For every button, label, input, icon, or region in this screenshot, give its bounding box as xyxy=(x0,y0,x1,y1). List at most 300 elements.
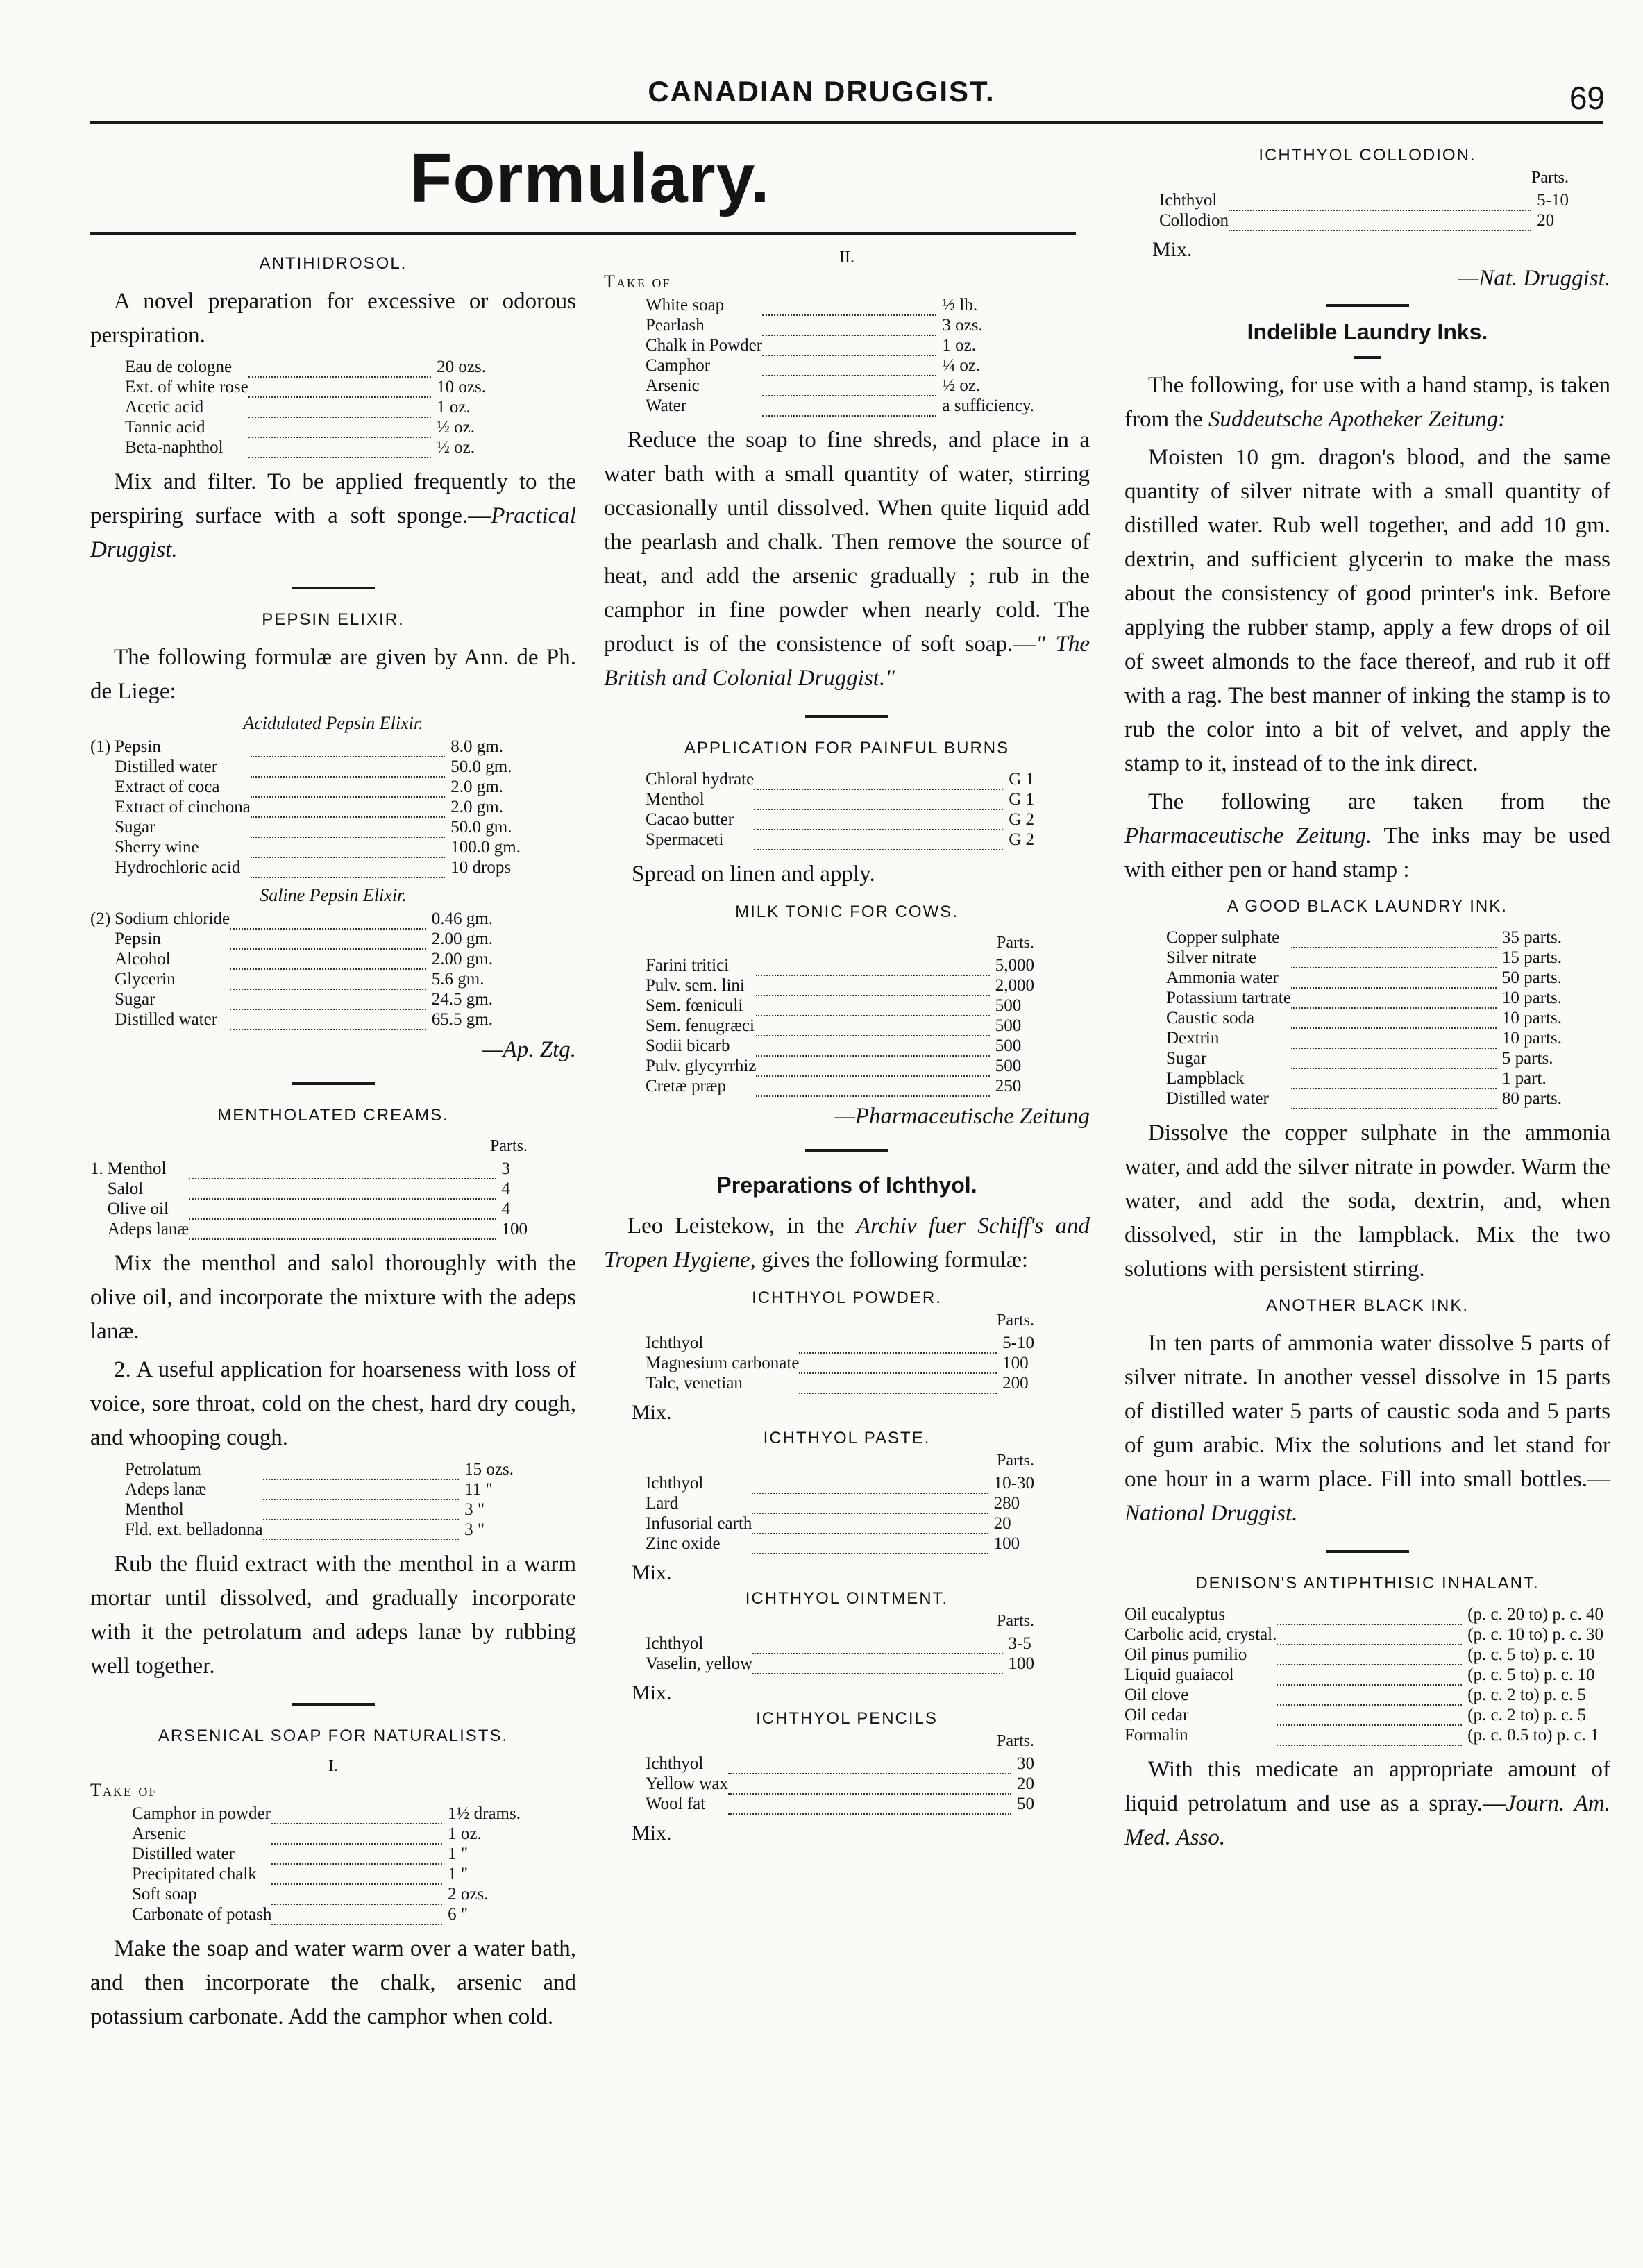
dot-leader xyxy=(1277,1705,1462,1725)
ingredient-name: Petrolatum xyxy=(125,1460,201,1479)
ingredient-name: Copper sulphate xyxy=(1166,928,1280,947)
ingredient-amount: 3 " xyxy=(464,1500,485,1519)
formula-row xyxy=(1124,1645,1603,1665)
ingredient-amount: 2.00 gm. xyxy=(431,950,493,968)
ingredient-name: Sodii bicarb xyxy=(646,1036,730,1055)
formula-row xyxy=(125,1459,514,1479)
ichthyol-paste-heading: ICHTHYOL PASTE. xyxy=(763,1429,931,1447)
dot-leader xyxy=(752,1654,1002,1674)
ingredient-amount: 50.0 gm. xyxy=(450,757,512,776)
dot-leader xyxy=(1277,1624,1462,1645)
formula-row xyxy=(646,335,1034,355)
dot-leader xyxy=(248,377,431,397)
formula-row xyxy=(90,1179,528,1199)
formula-row xyxy=(1166,1089,1562,1109)
dot-leader xyxy=(1277,1685,1462,1705)
formula-row-number xyxy=(90,949,115,969)
ingredient-amount: 1 oz. xyxy=(448,1824,482,1843)
another-ink-heading: ANOTHER BLACK INK. xyxy=(1265,1296,1469,1315)
formula-row xyxy=(132,1844,521,1864)
formula-row xyxy=(132,1884,521,1904)
dot-leader xyxy=(263,1479,460,1500)
parts-label: Parts. xyxy=(1531,169,1569,187)
dot-leader xyxy=(754,809,1003,830)
column-middle xyxy=(604,249,1090,1849)
formula-row xyxy=(646,1036,1034,1056)
laundry-text-2: Moisten 10 gm. dragon's blood, and the same quantity of silver nitrate with a small quantity of distilled water. Rub well together, and add 10 gm. dextrin, and sufficient glycerin to make the mass about the consistency of good printer's ink. Before applying the rubber stamp, apply a few drops of oil of sweet almonds to the face thereof, and rub it off with a rag. The best manner of inking the stamp is to rub the color into a bit of velvet, and apply the stamp to it, instead of to the ink direct. xyxy=(1124,445,1610,776)
formula-row xyxy=(132,1904,521,1924)
formula-row-number xyxy=(90,777,115,797)
formula-row xyxy=(90,817,521,837)
ichthyol-intro: Leo Leistekow, in the Archiv fuer Schiff's and Tropen Hygiene, gives the following formulæ: xyxy=(604,1213,1090,1272)
ingredient-name: Formalin xyxy=(1124,1726,1188,1745)
arsenical-take-of: Take of xyxy=(90,1780,158,1800)
ingredient-amount: 20 xyxy=(1537,211,1555,230)
dot-leader xyxy=(754,769,1003,789)
dot-leader xyxy=(1277,1665,1462,1685)
formula-row xyxy=(646,1473,1034,1493)
ingredient-name: Extract of coca xyxy=(115,778,220,796)
formula-row xyxy=(90,1009,493,1030)
milk-source: —Pharmaceutische Zeitung xyxy=(834,1104,1090,1129)
ingredient-amount: 20 xyxy=(993,1514,1011,1533)
formula-row-number xyxy=(90,1179,108,1199)
section-divider xyxy=(1326,1550,1409,1553)
ingredient-amount: 3-5 xyxy=(1008,1634,1031,1653)
dot-leader xyxy=(752,1534,988,1554)
ingredient-amount: (p. c. 5 to) p. c. 10 xyxy=(1467,1645,1595,1664)
arsenical-text-2: Reduce the soap to fine shreds, and place in a water bath with a small quantity of water, stirring occasionally until dissolved. When quite liquid add the pearlash and chalk. Then remove the source of heat, and add the arsenic gradually ; rub in the camphor in fine powder when nearly cold. The product is of the consistence of soft soap.—" The British and Colonial Druggist." xyxy=(604,428,1090,691)
formula-row xyxy=(646,789,1034,809)
ingredient-amount: 1 oz. xyxy=(437,398,471,417)
formula-row xyxy=(646,376,1034,396)
formula-row xyxy=(1166,988,1562,1008)
denison-text: With this medicate an appropriate amount of liquid petrolatum and use as a spray.—Journ. Am. Med. Asso. xyxy=(1124,1757,1610,1850)
dot-leader xyxy=(1277,1645,1462,1665)
ingredient-amount: 3 xyxy=(501,1159,510,1178)
burns-formula xyxy=(646,769,1034,850)
ingredient-name: Salol xyxy=(107,1179,144,1198)
ingredient-name: Magnesium carbonate xyxy=(646,1354,800,1372)
ingredient-amount: 5.6 gm. xyxy=(431,970,485,989)
ingredient-amount: (p. c. 0.5 to) p. c. 1 xyxy=(1467,1726,1599,1745)
formula-row-number xyxy=(90,817,115,837)
laundry-text-5: In ten parts of ammonia water dissolve 5 parts of silver nitrate. In another vessel dissolve in 15 parts of distilled water 5 parts of caustic soda and 5 parts of gum arabic. Mix the solutions and let stand for one hour in a warm place. Fill into small bottles.—National Druggist. xyxy=(1124,1331,1610,1526)
formula-row xyxy=(1166,1068,1562,1089)
dot-leader xyxy=(1229,190,1531,210)
ingredient-amount: 500 xyxy=(995,1057,1022,1075)
formula-row xyxy=(1124,1705,1603,1725)
dot-leader xyxy=(754,789,1003,809)
ingredient-amount: 10-30 xyxy=(993,1474,1034,1493)
ingredient-amount: 500 xyxy=(995,996,1022,1015)
section-divider xyxy=(1354,356,1381,359)
formula-row xyxy=(90,1199,528,1219)
formula-row-number xyxy=(90,1219,108,1239)
dot-leader xyxy=(752,1493,988,1513)
pepsin-intro: The following formulæ are given by Ann. de Ph. de Liege: xyxy=(90,645,576,704)
dot-leader xyxy=(762,335,936,355)
ingredient-name: Distilled water xyxy=(1166,1089,1269,1108)
ingredient-amount: 500 xyxy=(995,1036,1022,1055)
dot-leader xyxy=(271,1904,442,1924)
ingredient-amount: 80 parts. xyxy=(1501,1089,1562,1108)
ingredient-name: Sherry wine xyxy=(115,838,199,857)
formula-row-number xyxy=(90,929,115,949)
ingredient-amount: 5-10 xyxy=(1537,191,1569,210)
ingredient-name: Glycerin xyxy=(115,970,176,989)
dot-leader xyxy=(248,437,431,457)
dot-leader xyxy=(754,830,1003,850)
formula-row xyxy=(90,909,493,929)
parts-label: Parts. xyxy=(997,1612,1034,1630)
ingredient-name: Potassium tartrate xyxy=(1166,989,1291,1007)
arsenical-number-2: II. xyxy=(839,249,854,267)
ingredient-name: White soap xyxy=(646,296,725,314)
ingredient-amount: (p. c. 2 to) p. c. 5 xyxy=(1467,1706,1586,1724)
ingredient-name: Tannic acid xyxy=(125,418,205,437)
formula-row xyxy=(90,797,521,817)
antihidrosol-heading: ANTIHIDROSOL. xyxy=(259,254,407,273)
formula-row xyxy=(1166,1048,1562,1068)
ingredient-name: Ichthyol xyxy=(1159,191,1217,210)
ingredient-amount: 50 xyxy=(1017,1795,1034,1813)
ingredient-amount: ½ oz. xyxy=(437,418,475,437)
ichthyol-powder-heading: ICHTHYOL POWDER. xyxy=(752,1288,942,1307)
parts-label: Parts. xyxy=(997,1452,1034,1470)
laundry-heading: Indelible Laundry Inks. xyxy=(1247,319,1488,344)
ingredient-amount: 4 xyxy=(501,1179,510,1198)
ingredient-name: Sugar xyxy=(115,818,155,837)
burns-directions: Spread on linen and apply. xyxy=(632,862,875,887)
dot-leader xyxy=(1291,927,1497,948)
formula-row xyxy=(90,929,493,949)
ingredient-amount: G 1 xyxy=(1009,770,1034,789)
pepsin-subheading-saline: Saline Pepsin Elixir. xyxy=(260,885,407,905)
formula-row xyxy=(125,437,486,457)
ingredient-name: Infusorial earth xyxy=(646,1514,752,1533)
ingredient-name: Menthol xyxy=(125,1500,184,1519)
ingredient-name: Beta-naphthol xyxy=(125,438,224,457)
ingredient-name: Liquid guaiacol xyxy=(1124,1665,1234,1684)
formula-row-number xyxy=(90,1199,108,1219)
formula-row xyxy=(646,1076,1034,1096)
ingredient-name: Zinc oxide xyxy=(646,1534,721,1553)
ingredient-amount: 10 ozs. xyxy=(437,378,486,396)
ingredient-name: Arsenic xyxy=(132,1824,186,1843)
ingredient-amount: 50 parts. xyxy=(1501,968,1562,987)
ingredient-amount: 100 xyxy=(1002,1354,1029,1372)
ingredient-name: Sem. fenugræci xyxy=(646,1016,755,1035)
ingredient-amount: 10 parts. xyxy=(1501,989,1562,1007)
milk-formula xyxy=(646,955,1034,1097)
ingredient-name: Extract of cinchona xyxy=(115,798,251,816)
dot-leader xyxy=(248,417,431,437)
dot-leader xyxy=(762,315,936,335)
ingredient-amount: 6 " xyxy=(448,1905,469,1924)
laundry-text-1: The following, for use with a hand stamp, is taken from the Suddeutsche Apotheker Zeitung: xyxy=(1124,373,1610,432)
ingredient-name: Olive oil xyxy=(107,1200,169,1218)
ingredient-name: Pulv. sem. lini xyxy=(646,976,745,995)
ingredient-amount: 30 xyxy=(1017,1754,1034,1773)
dot-leader xyxy=(762,355,936,376)
ingredient-amount: G 2 xyxy=(1009,830,1034,849)
dot-leader xyxy=(251,857,445,877)
ichthyol-heading: Preparations of Ichthyol. xyxy=(716,1173,977,1198)
formula-row xyxy=(646,769,1034,789)
formula-row xyxy=(1124,1665,1603,1685)
ingredient-amount: (p. c. 5 to) p. c. 10 xyxy=(1467,1665,1595,1684)
formula-row xyxy=(1166,1028,1562,1048)
page-number: 69 xyxy=(1569,80,1605,116)
formula-row xyxy=(646,1513,1034,1534)
pepsin-heading: PEPSIN ELIXIR. xyxy=(262,610,405,629)
mix-label: Mix. xyxy=(632,1822,672,1845)
formula-row xyxy=(90,857,521,877)
formula-row xyxy=(646,1493,1034,1513)
dot-leader xyxy=(251,797,445,817)
ichthyol-ointment-heading: ICHTHYOL OINTMENT. xyxy=(745,1589,949,1608)
formula-row xyxy=(646,1754,1034,1774)
mentholated-formula-1 xyxy=(90,1159,528,1240)
formula-row xyxy=(90,949,493,969)
ingredient-name: Cretæ præp xyxy=(646,1077,726,1095)
mentholated-heading: MENTHOLATED CREAMS. xyxy=(217,1106,449,1125)
formula-row xyxy=(646,315,1034,335)
title-rule xyxy=(90,232,1076,235)
dot-leader xyxy=(1277,1604,1462,1624)
ichthyol-ointment-formula xyxy=(646,1633,1034,1674)
dot-leader xyxy=(251,757,445,777)
dot-leader xyxy=(756,1016,989,1036)
formula-row-number xyxy=(90,797,115,817)
ingredient-name: Ammonia water xyxy=(1166,968,1279,987)
dot-leader xyxy=(251,837,445,857)
ichthyol-pencils-formula xyxy=(646,1754,1034,1815)
formula-row xyxy=(1124,1624,1603,1645)
formula-row xyxy=(646,1353,1034,1373)
arsenical-text-1: Make the soap and water warm over a water bath, and then incorporate the chalk, arsenic and potassium carbonate. Add the camphor when cold. xyxy=(90,1936,576,2029)
formula-row xyxy=(646,975,1034,996)
ingredient-amount: 15 ozs. xyxy=(464,1460,514,1479)
black-ink-formula xyxy=(1166,927,1562,1109)
formula-row xyxy=(90,989,493,1009)
formula-row xyxy=(646,1333,1034,1353)
ingredient-name: Ichthyol xyxy=(646,1634,704,1653)
ingredient-name: Camphor in powder xyxy=(132,1804,271,1823)
parts-label: Parts. xyxy=(997,1732,1034,1750)
formula-row xyxy=(90,737,521,757)
ingredient-amount: 100 xyxy=(993,1534,1020,1553)
formula-row xyxy=(125,377,486,397)
ingredient-amount: 15 parts. xyxy=(1501,948,1562,967)
page-title: Formulary. xyxy=(410,140,770,217)
mix-label: Mix. xyxy=(632,1561,672,1584)
ingredient-amount: a sufficiency. xyxy=(942,396,1034,415)
dot-leader xyxy=(756,996,989,1016)
section-divider xyxy=(292,587,375,589)
ingredient-amount: (p. c. 10 to) p. c. 30 xyxy=(1467,1625,1603,1644)
parts-label: Parts. xyxy=(490,1137,528,1155)
formula-row-number xyxy=(90,969,115,989)
dot-leader xyxy=(1291,1068,1497,1089)
formula-row xyxy=(646,830,1034,850)
antihidrosol-formula xyxy=(125,357,486,458)
ingredient-name: Arsenic xyxy=(646,376,700,395)
dot-leader xyxy=(728,1794,1011,1814)
ingredient-amount: ½ oz. xyxy=(942,376,981,395)
dot-leader xyxy=(271,1824,442,1844)
dot-leader xyxy=(189,1179,496,1199)
ingredient-name: Ichthyol xyxy=(646,1474,704,1493)
ingredient-name: Ichthyol xyxy=(646,1334,704,1352)
dot-leader xyxy=(230,1009,426,1030)
ingredient-amount: G 1 xyxy=(1009,790,1034,809)
dot-leader xyxy=(728,1754,1011,1774)
mentholated-text-3: Rub the fluid extract with the menthol in a warm mortar until dissolved, and gradually incorporate with it the petrolatum and adeps lanæ by rubbing well together. xyxy=(90,1552,576,1679)
ingredient-name: Distilled water xyxy=(115,1010,218,1029)
formula-row-number: 1. xyxy=(90,1159,103,1178)
formula-row xyxy=(646,1794,1034,1814)
ingredient-amount: G 2 xyxy=(1009,810,1034,829)
dot-leader xyxy=(251,737,445,757)
dot-leader xyxy=(189,1219,496,1239)
ingredient-amount: 65.5 gm. xyxy=(431,1010,493,1029)
dot-leader xyxy=(251,817,445,837)
formula-row xyxy=(646,1373,1034,1393)
ingredient-name: Precipitated chalk xyxy=(132,1865,257,1883)
ingredient-name: Ichthyol xyxy=(646,1754,704,1773)
ingredient-amount: 250 xyxy=(995,1077,1022,1095)
formula-row xyxy=(125,1479,514,1500)
laundry-text-3: The following are taken from the Pharmaceutische Zeitung. The inks may be used with either pen or hand stamp : xyxy=(1124,789,1611,882)
dot-leader xyxy=(1291,988,1497,1008)
formula-row xyxy=(646,1774,1034,1794)
ingredient-amount: 100 xyxy=(1008,1654,1034,1673)
ingredient-amount: 200 xyxy=(1002,1374,1029,1393)
formula-row-number xyxy=(90,837,115,857)
ingredient-name: Wool fat xyxy=(646,1795,706,1813)
pepsin-formula-1 xyxy=(90,737,521,878)
ingredient-amount: 2 ozs. xyxy=(448,1885,489,1904)
formula-row xyxy=(132,1824,521,1844)
parts-label: Parts. xyxy=(997,1311,1034,1329)
ingredient-amount: 3 " xyxy=(464,1520,485,1539)
ingredient-amount: 20 ozs. xyxy=(437,358,486,376)
arsenical-heading: ARSENICAL SOAP FOR NATURALISTS. xyxy=(158,1727,509,1745)
dot-leader xyxy=(263,1520,460,1540)
ingredient-name: Chloral hydrate xyxy=(646,770,755,789)
dot-leader xyxy=(230,949,426,969)
running-header-title: CANADIAN DRUGGIST. xyxy=(648,75,995,108)
ingredient-amount: 8.0 gm. xyxy=(450,737,503,756)
section-divider xyxy=(805,715,888,718)
dot-leader xyxy=(1291,1048,1497,1068)
formula-row xyxy=(646,1056,1034,1076)
arsenical-number-1: I. xyxy=(328,1757,338,1775)
ingredient-amount: 2,000 xyxy=(995,976,1034,995)
arsenical-formula-2 xyxy=(646,295,1034,417)
formula-row xyxy=(125,1500,514,1520)
ingredient-name: Distilled water xyxy=(132,1845,235,1863)
dot-leader xyxy=(1277,1725,1462,1745)
dot-leader xyxy=(263,1459,460,1479)
dot-leader xyxy=(1229,210,1531,230)
mix-label: Mix. xyxy=(632,1681,672,1704)
formula-row xyxy=(1159,190,1569,210)
ingredient-amount: 5,000 xyxy=(995,956,1034,975)
formula-row xyxy=(90,777,521,797)
ingredient-amount: 10 parts. xyxy=(1501,1029,1562,1048)
formula-row-number xyxy=(90,1009,115,1030)
ingredient-name: Adeps lanæ xyxy=(125,1480,207,1499)
ingredient-amount: 2.0 gm. xyxy=(450,778,503,796)
header-rule xyxy=(90,121,1603,124)
ingredient-name: Fld. ext. belladonna xyxy=(125,1520,263,1539)
dot-leader xyxy=(762,396,936,416)
ingredient-name: Spermaceti xyxy=(646,830,724,849)
ingredient-name: Lard xyxy=(646,1494,679,1513)
dot-leader xyxy=(1291,1008,1497,1028)
ichthyol-collodion-formula xyxy=(1159,190,1569,231)
burns-heading: APPLICATION FOR PAINFUL BURNS xyxy=(684,739,1010,757)
section-divider xyxy=(292,1082,375,1085)
black-ink-heading: A GOOD BLACK LAUNDRY INK. xyxy=(1227,897,1508,916)
ingredient-name: Yellow wax xyxy=(646,1774,728,1793)
ingredient-name: Pepsin xyxy=(115,737,161,756)
ingredient-name: Farini tritici xyxy=(646,956,730,975)
dot-leader xyxy=(230,909,426,929)
dot-leader xyxy=(1291,948,1497,968)
dot-leader xyxy=(230,969,426,989)
formula-row xyxy=(646,1016,1034,1036)
dot-leader xyxy=(799,1353,997,1373)
ingredient-amount: 1½ drams. xyxy=(448,1804,521,1823)
formula-row xyxy=(1124,1604,1603,1624)
ingredient-amount: 500 xyxy=(995,1016,1022,1035)
antihidrosol-intro: A novel preparation for excessive or odorous perspiration. xyxy=(90,289,576,348)
ingredient-name: Oil eucalyptus xyxy=(1124,1605,1226,1624)
dot-leader xyxy=(263,1500,460,1520)
dot-leader xyxy=(756,1056,989,1076)
mix-label: Mix. xyxy=(632,1401,672,1424)
ingredient-name: Sugar xyxy=(1166,1049,1207,1068)
formula-row xyxy=(90,1159,528,1179)
ingredient-name: Hydrochloric acid xyxy=(115,858,241,877)
dot-leader xyxy=(271,1844,442,1864)
ingredient-amount: 35 parts. xyxy=(1501,928,1562,947)
ingredient-name: Oil cedar xyxy=(1124,1706,1189,1724)
formula-row xyxy=(90,757,521,777)
formula-row xyxy=(125,357,486,377)
formula-row xyxy=(132,1864,521,1884)
dot-leader xyxy=(756,955,989,975)
formula-row xyxy=(1124,1685,1603,1705)
ingredient-amount: 1 oz. xyxy=(942,336,977,355)
dot-leader xyxy=(248,397,431,417)
ingredient-amount: 100 xyxy=(501,1220,528,1238)
mentholated-text-1: Mix the menthol and salol thoroughly with the olive oil, and incorporate the mixture with the adeps lanæ. xyxy=(90,1251,576,1344)
dot-leader xyxy=(1291,1028,1497,1048)
ingredient-name: Caustic soda xyxy=(1166,1009,1255,1027)
ingredient-amount: 0.46 gm. xyxy=(431,909,493,928)
formula-row xyxy=(646,1633,1034,1654)
formula-row xyxy=(1159,210,1569,230)
ingredient-name: Sugar xyxy=(115,990,155,1009)
formula-row xyxy=(1166,948,1562,968)
arsenical-take-of-2: Take of xyxy=(604,271,671,292)
formula-row xyxy=(646,295,1034,315)
